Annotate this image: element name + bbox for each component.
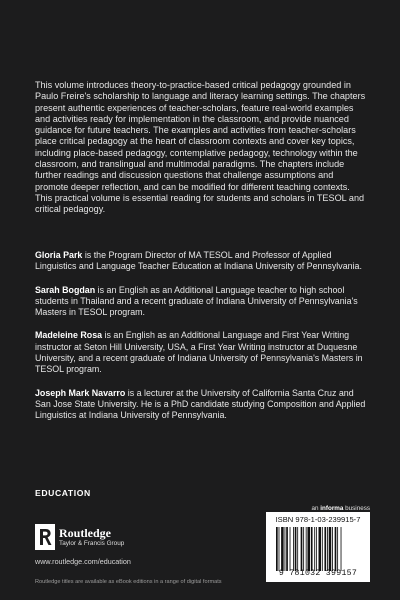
informa-suffix: business	[343, 505, 370, 512]
barcode-bar	[319, 527, 322, 571]
informa-prefix: an	[311, 505, 321, 512]
isbn-label: ISBN 978-1-03-239915-7	[275, 515, 361, 524]
book-description: This volume introduces theory-to-practice-based critical pedagogy grounded in Paulo Freire's scholarship to language and literacy learning settings. The chapters present authentic experiences of teacher-scholars, feature real-world examples and activities ready for implementation in the classroom, and provide nuanced guidance for future teachers. The examples and activities from teacher-scholars place critical pedagogy at the heart of classroom contexts and cover key topics, including place-based pedagogy, contemplative pedagogy, technology within the classroom, and translingual and multimodal paradigms. The chapters include further readings and discussion questions that challenge assumptions and promote deeper reflection, and can be modified for different teaching contexts. This practical volume is essential reading for students and scholars in TESOL and critical pedagogy.	[35, 80, 366, 215]
barcode-bar	[329, 527, 332, 571]
barcode-bar	[290, 527, 291, 571]
barcode-bar	[341, 527, 342, 571]
author-bio	[35, 388, 369, 422]
author-bio-text: is an English as an Additional Language teacher to high school students in Thailand and a recent graduate of Indiana University of Pennsylvania's Masters in TESOL program.	[35, 284, 358, 318]
barcode-bar	[307, 527, 310, 571]
author-bio	[35, 330, 369, 375]
barcode-bar	[314, 527, 315, 571]
barcode-bars	[276, 527, 364, 571]
publisher-name: Routledge	[59, 525, 111, 540]
barcode-bar	[337, 527, 338, 571]
barcode-bar	[297, 527, 298, 571]
barcode-bar	[279, 527, 280, 571]
author-bios	[35, 250, 369, 434]
author-name: Joseph Mark Navarro	[35, 387, 126, 398]
author-name: Sarah Bogdan	[35, 284, 96, 295]
barcode-bar	[301, 527, 303, 571]
barcode-bar	[335, 527, 337, 571]
informa-brand: informa	[320, 505, 344, 512]
author-bio	[35, 250, 369, 273]
barcode-bar	[303, 527, 304, 571]
barcode-panel	[266, 512, 370, 582]
author-name: Madeleine Rosa	[35, 330, 103, 341]
barcode-bar	[306, 527, 307, 571]
barcode-bar	[322, 527, 323, 571]
barcode-bar	[311, 527, 313, 571]
publisher-wordmark	[59, 527, 124, 548]
author-bio-text: is an English as an Additional Language and First Year Writing instructor at Seton Hill University, USA, a First Year Writing instructor at Duquesne University, and a recent graduate of Indiana University of Pennsylvania's Masters in TESOL program.	[35, 330, 363, 375]
barcode-bar	[324, 527, 326, 571]
author-name: Gloria Park	[35, 250, 83, 260]
author-bio-text: is a lecturer at the University of California Santa Cruz and San Jose State University. He is a PhD candidate studying Composition and Applied Linguistics at Indiana University of Pennsylvania.	[35, 387, 366, 421]
barcode-bar	[332, 527, 333, 571]
publisher-logo	[35, 524, 124, 550]
subject-category: EDUCATION	[35, 488, 91, 498]
routledge-logo-icon	[35, 524, 55, 550]
publisher-url: www.routledge.com/education	[35, 557, 131, 566]
barcode-bar	[293, 527, 294, 571]
barcode-bar	[285, 527, 286, 571]
barcode-bar	[281, 527, 284, 571]
ebook-note: Routledge titles are available as eBook editions in a range of digital formats	[35, 579, 222, 585]
barcode-bar	[286, 527, 288, 571]
barcode-bar	[295, 527, 297, 571]
publisher-group: Taylor & Francis Group	[59, 539, 125, 547]
author-bio-text: is the Program Director of MA TESOL and Professor of Applied Linguistics and Language Teacher Education at Indiana University of Pennsylvania.	[35, 250, 362, 272]
barcode-bar	[276, 527, 278, 571]
barcode-bar	[327, 527, 328, 571]
author-bio	[35, 285, 369, 319]
barcode-bar	[316, 527, 317, 571]
ean-digits: 9 781032 399157	[278, 569, 358, 578]
informa-business-mark	[292, 505, 370, 512]
